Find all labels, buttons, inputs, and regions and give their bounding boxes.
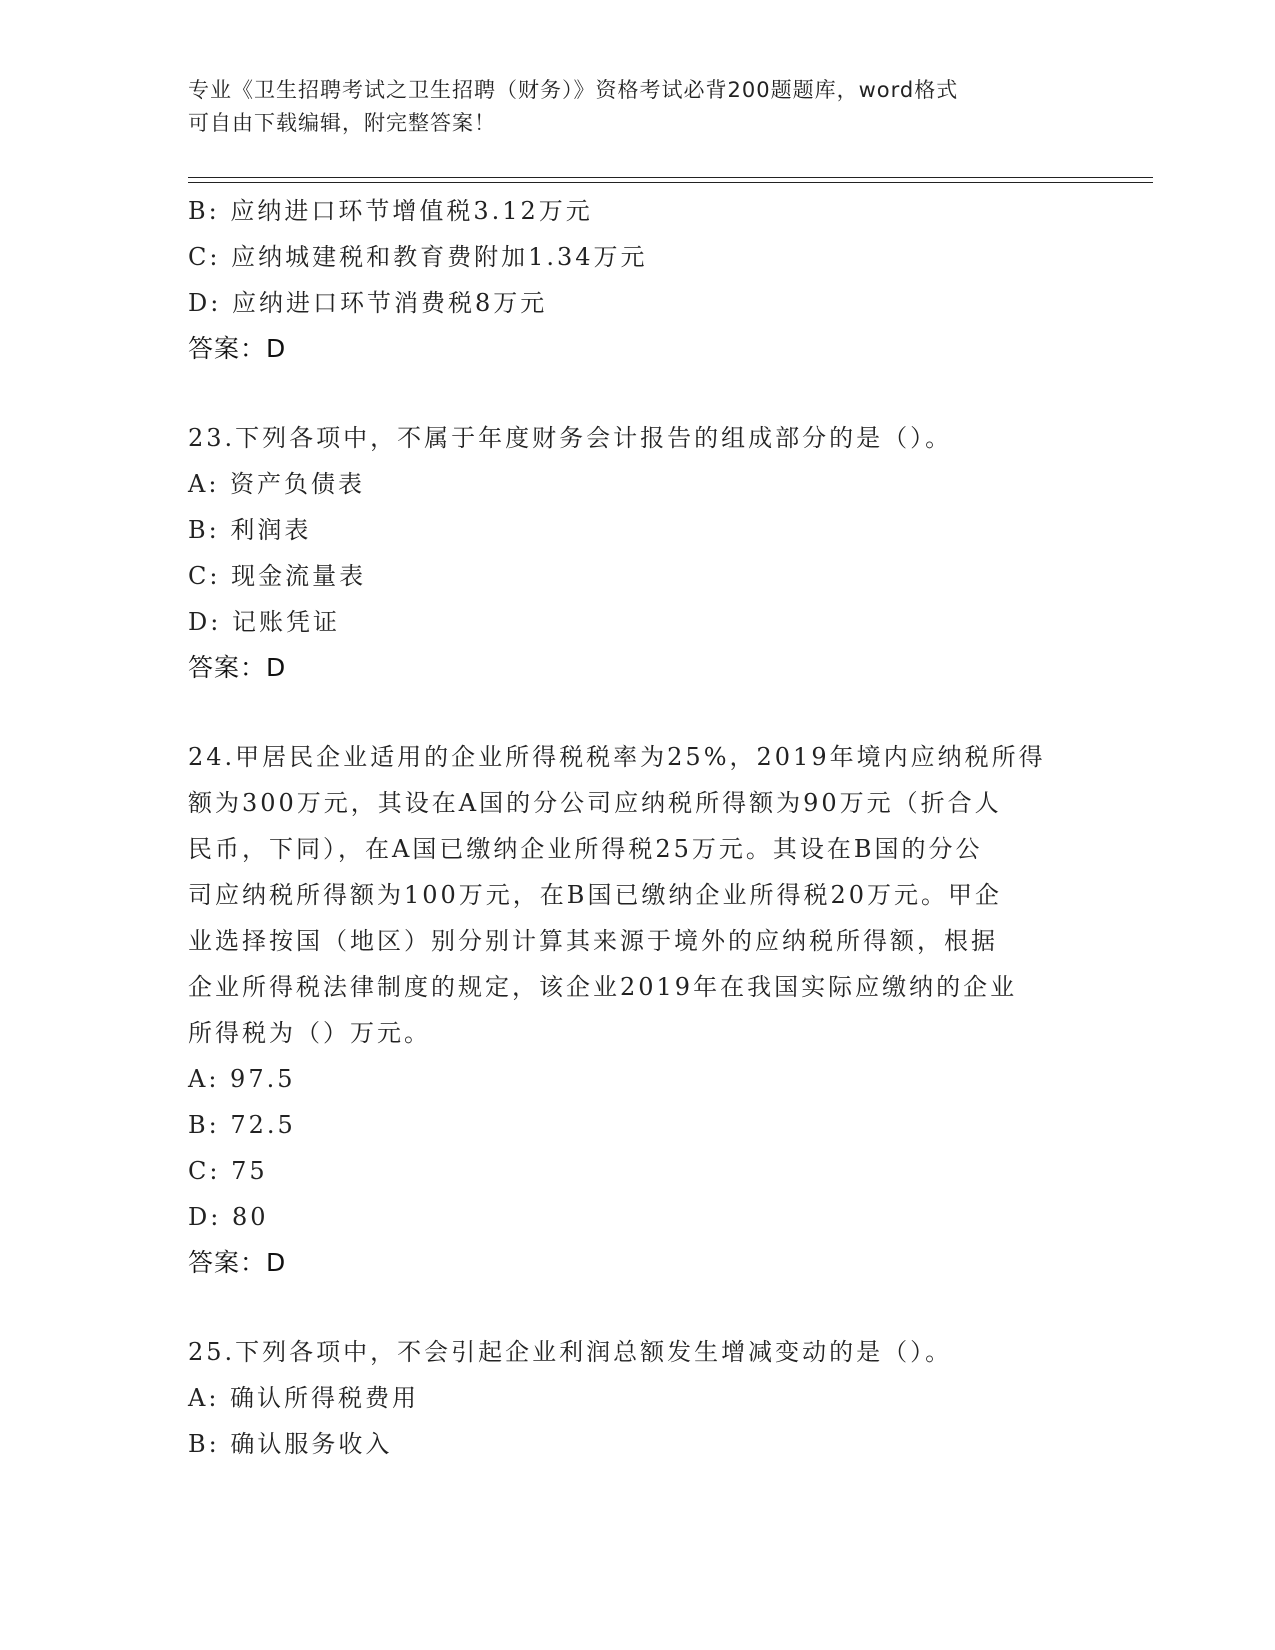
option-b: B: 应纳进口环节增值税3.12万元: [188, 197, 593, 225]
question-stem-line: 司应纳税所得额为100万元，在B国已缴纳企业所得税20万元。甲企: [188, 881, 1002, 909]
option-d: D: 80: [188, 1203, 269, 1231]
answer-line: 答案：D: [188, 653, 287, 682]
question-stem-line: 额为300万元，其设在A国的分公司应纳税所得额为90万元（折合人: [188, 789, 1002, 817]
question-block-24: [188, 734, 1088, 1286]
option-d: D: 记账凭证: [188, 608, 340, 636]
option-a: A: 确认所得税费用: [188, 1384, 420, 1412]
header-divider-top: [188, 177, 1153, 178]
header-divider-bottom: [188, 182, 1153, 183]
question-block-25: [188, 1329, 1088, 1467]
document-header: [188, 74, 1068, 140]
question-stem-line: 24.甲居民企业适用的企业所得税税率为25%，2019年境内应纳税所得: [188, 743, 1046, 771]
option-b: B: 利润表: [188, 516, 312, 544]
question-list: [188, 188, 1088, 1467]
question-stem: 25.下列各项中，不会引起企业利润总额发生增减变动的是（）。: [188, 1338, 953, 1366]
question-stem-line: 民币，下同），在A国已缴纳企业所得税25万元。其设在B国的分公: [188, 835, 983, 863]
option-c: C: 75: [188, 1157, 268, 1185]
option-a: A: 97.5: [188, 1065, 296, 1093]
question-block-23: [188, 415, 1088, 691]
option-b: B: 确认服务收入: [188, 1430, 393, 1458]
option-b: B: 72.5: [188, 1111, 296, 1139]
header-title-line-1: 专业《卫生招聘考试之卫生招聘（财务）》资格考试必背200题题库，word格式: [188, 78, 959, 102]
question-stem-line: 所得税为（）万元。: [188, 1019, 431, 1047]
option-c: C: 现金流量表: [188, 562, 367, 590]
answer-line: 答案：D: [188, 334, 287, 363]
option-d: D: 应纳进口环节消费税8万元: [188, 289, 548, 317]
option-a: A: 资产负债表: [188, 470, 366, 498]
answer-line: 答案：D: [188, 1248, 287, 1277]
question-stem-line: 企业所得税法律制度的规定，该企业2019年在我国实际应缴纳的企业: [188, 973, 1018, 1001]
option-c: C: 应纳城建税和教育费附加1.34万元: [188, 243, 648, 271]
question-stem: [188, 734, 1068, 1056]
question-stem-line: 业选择按国（地区）别分别计算其来源于境外的应纳税所得额，根据: [188, 927, 998, 955]
question-block-prev: [188, 188, 1088, 372]
question-stem: 23.下列各项中，不属于年度财务会计报告的组成部分的是（）。: [188, 424, 953, 452]
header-title-line-2: 可自由下载编辑，附完整答案！: [188, 111, 496, 135]
